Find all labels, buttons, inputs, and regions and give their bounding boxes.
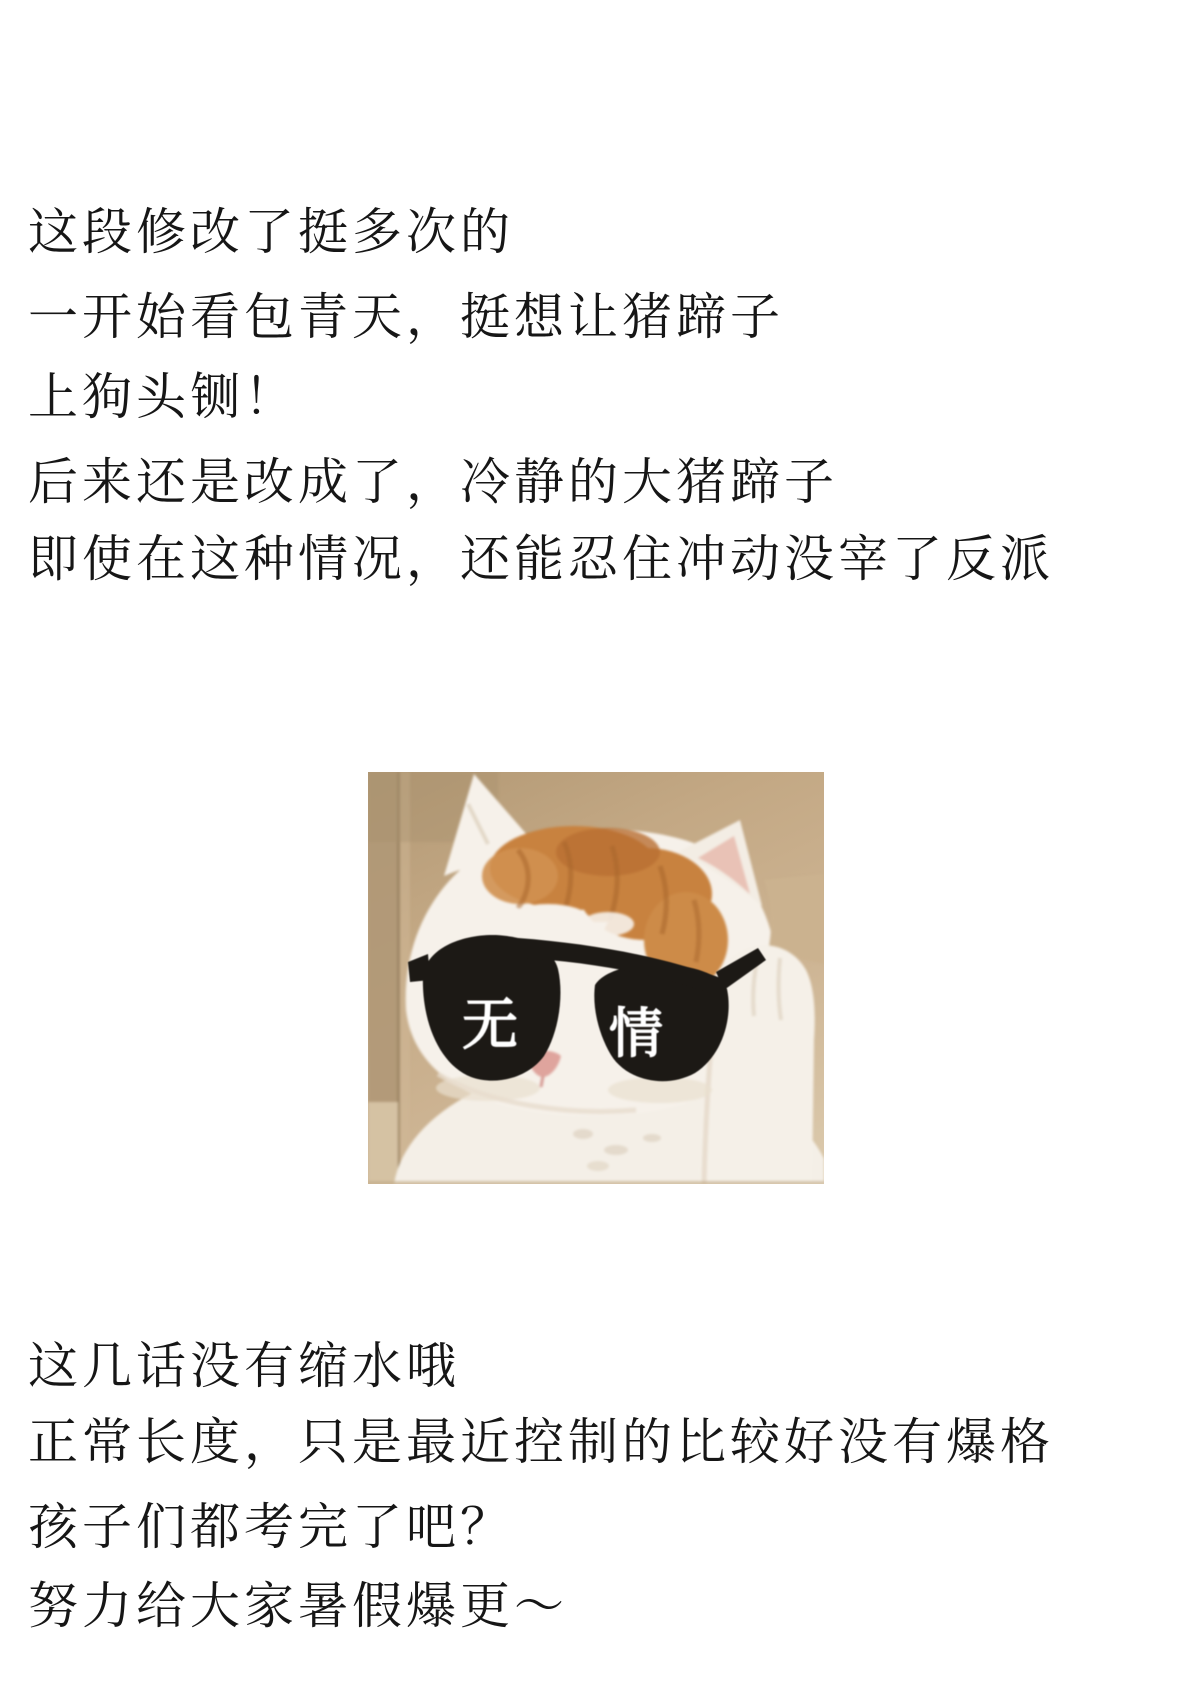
note-top-line-2: 一开始看包青天，挺想让猪蹄子 — [28, 288, 784, 346]
sunglasses-temple-arm — [716, 948, 766, 990]
right-lens-text: 情 — [609, 1002, 663, 1065]
cat-meme-photo — [368, 772, 824, 1184]
note-top-line-4: 后来还是改成了，冷静的大猪蹄子 — [28, 453, 838, 511]
note-top-line-3: 上狗头铡！ — [28, 368, 298, 426]
note-bottom-line-1: 这几话没有缩水哦 — [28, 1337, 460, 1395]
sunglasses-layer — [368, 772, 824, 1184]
note-bottom-line-4: 努力给大家暑假爆更～ — [28, 1577, 568, 1635]
note-top-line-1: 这段修改了挺多次的 — [28, 203, 514, 261]
note-bottom-line-3: 孩子们都考完了吧？ — [28, 1498, 514, 1556]
left-lens-text: 无 — [462, 993, 518, 1058]
note-top-line-5: 即使在这种情况，还能忍住冲动没宰了反派 — [28, 530, 1054, 588]
note-bottom-line-2: 正常长度，只是最近控制的比较好没有爆格 — [28, 1413, 1054, 1471]
